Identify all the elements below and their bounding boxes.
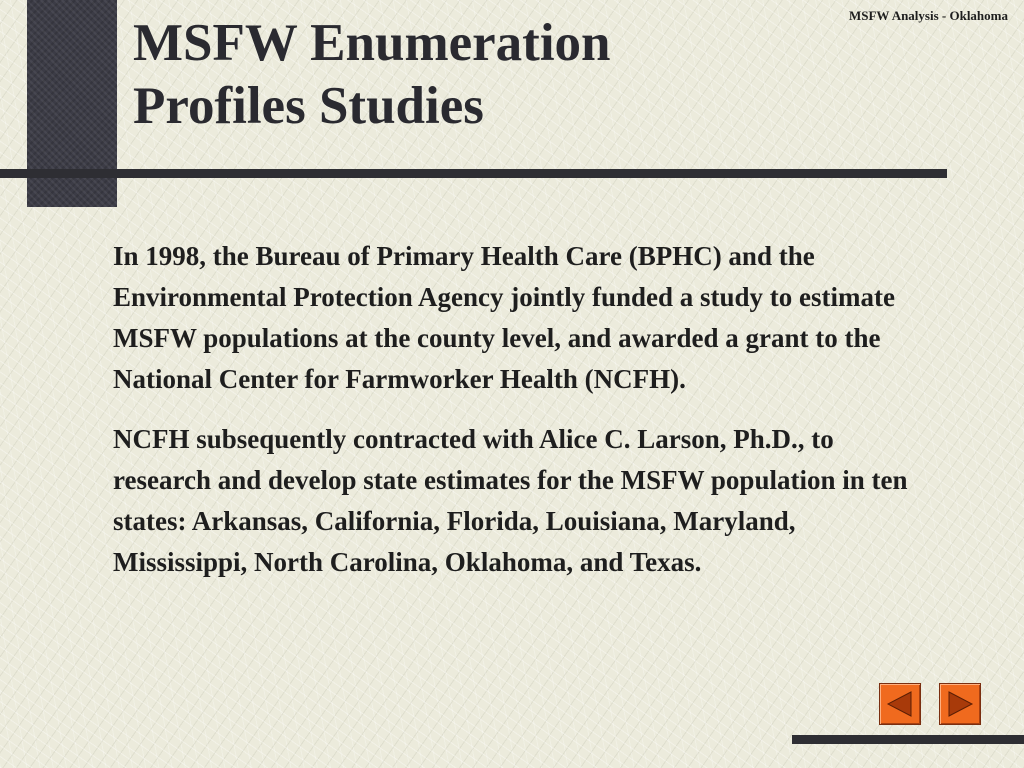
- footer-divider: [792, 735, 1024, 744]
- body-paragraph: In 1998, the Bureau of Primary Health Care (BPHC) and the Environmental Protection Agency jointly funded a study to estimate MSFW populations at the county level, and awarded a grant to the National Center for Farmworker Health (NCFH).: [113, 241, 895, 394]
- header-caption: MSFW Analysis - Oklahoma: [848, 8, 1008, 23]
- slide-title-line-2: Profiles Studies: [133, 77, 484, 135]
- next-slide-button[interactable]: [939, 683, 981, 725]
- slide-title-line-1: MSFW Enumeration: [133, 14, 611, 72]
- slide-body: [113, 236, 913, 602]
- slide-title: [133, 12, 611, 138]
- body-paragraph: NCFH subsequently contracted with Alice C. Larson, Ph.D., to research and develop state estimates for the MSFW population in ten states: Arkansas, California, Florida, Louisiana, Maryland, Mississippi, North Carolina, Oklahoma, and Texas.: [113, 424, 908, 577]
- triangle-right-icon: [945, 689, 975, 719]
- triangle-left-icon: [885, 689, 915, 719]
- title-divider: [0, 169, 947, 178]
- previous-slide-button[interactable]: [879, 683, 921, 725]
